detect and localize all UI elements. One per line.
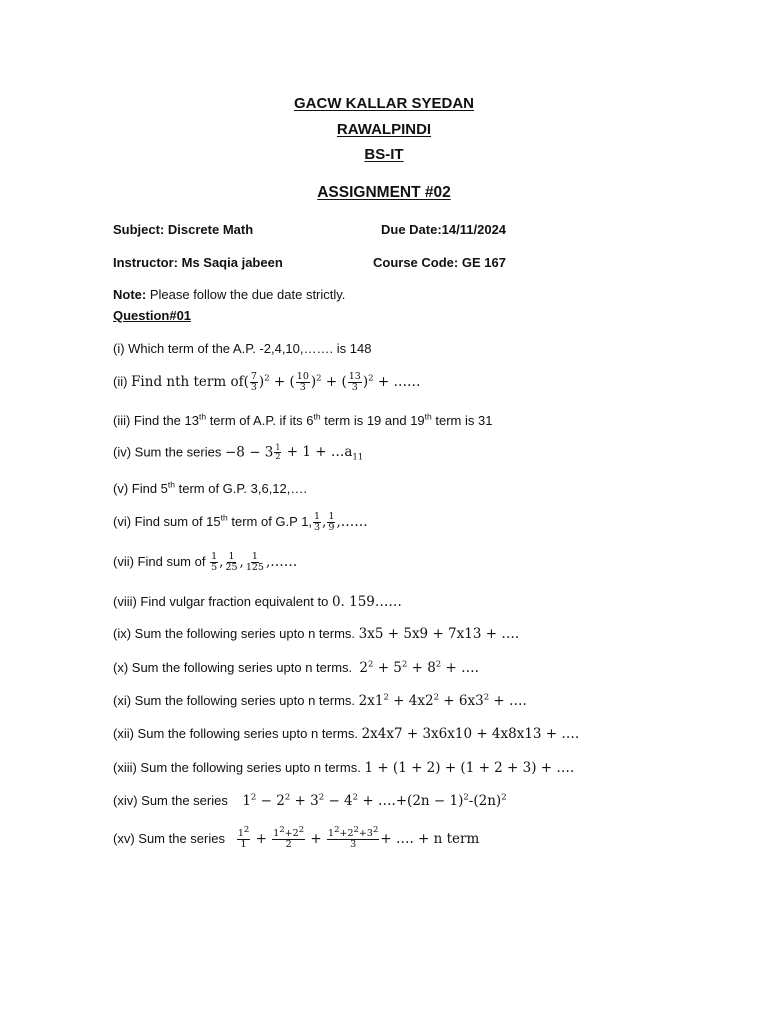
question-xii: (xii) Sum the following series upto n terms. 2x4x7 + 3x6x10 + 4x8x13 + …. [113,726,580,742]
question-i: (i) Which term of the A.P. -2,4,10,……. is 148 [113,341,372,356]
note-line [113,287,345,302]
question-xiv: (xiv) Sum the series $1^2 - 2^2 + 3^2 - 4^2$ + ….+(2n − $1)^2-(2n)^2$ [113,792,507,809]
question-vii: (vii) Find sum of $\frac{1}{5}$ , $\frac{1}{25}$ , $\frac{1}{125}$ ,…… [113,551,298,573]
question-iii: (iii) Find the 13th term of A.P. if its 6th term is 19 and 19th term is 31 [113,411,493,428]
instructor-label: Instructor: Ms Saqia jabeen [113,255,283,270]
question-xi: (xi) Sum the following series upto n terms. $2x1^2 + 4x2^2 + 6x3^2$ + …. [113,692,527,709]
question-viii: (viii) Find vulgar fraction equivalent to 0. 159…… [113,594,402,610]
question-iv: (iv) Sum the series −8 − 3 $\frac{1}{2}$ + $1 + \dots a_{11}$ [113,443,364,464]
question-ii: (ii) Find nth term of( $\frac{7}{3}$ )$^2$ + ( $\frac{10}{3}$ )$^2$ + ( $\frac{13}{3}$ )$^2$ + …… [113,371,421,393]
city-name: RAWALPINDI [336,121,432,138]
question-vi: (vi) Find sum of 15th term of G.P 1, $\frac{1}{3}$ , $\frac{1}{9}$ ,…… [113,511,368,533]
due-date-label: Due Date:14/11/2024 [381,222,507,237]
question-v: (v) Find 5th term of G.P. 3,6,12,…. [113,479,307,496]
course-code-label: Course Code: GE 167 [373,255,506,270]
assignment-title: ASSIGNMENT #02 [317,184,451,201]
question-heading: Question#01 [113,308,192,323]
program-name: BS-IT [364,146,404,163]
question-ix: (ix) Sum the following series upto n terms. 3x5 + 5x9 + 7x13 + …. [113,626,520,642]
note-text: Please follow the due date strictly. [146,287,346,302]
college-name: GACW KALLAR SYEDAN [294,95,474,112]
question-xiii: (xiii) Sum the following series upto n terms. 1 + (1 + 2) + (1 + 2 + 3) + …. [113,760,575,776]
question-x: (x) Sum the following series upto n terms. $2^2 + 5^2 + 8^2$ + …. [113,659,479,676]
subject-label: Subject: Discrete Math [113,222,254,237]
question-xv: (xv) Sum the series $\frac{1^2}{1}$ + $\frac{1^2+2^2}{2}$ + $\frac{1^2+2^2+3^2}{3}$ + …. + n term [113,824,480,850]
note-label: Note: [113,287,147,302]
